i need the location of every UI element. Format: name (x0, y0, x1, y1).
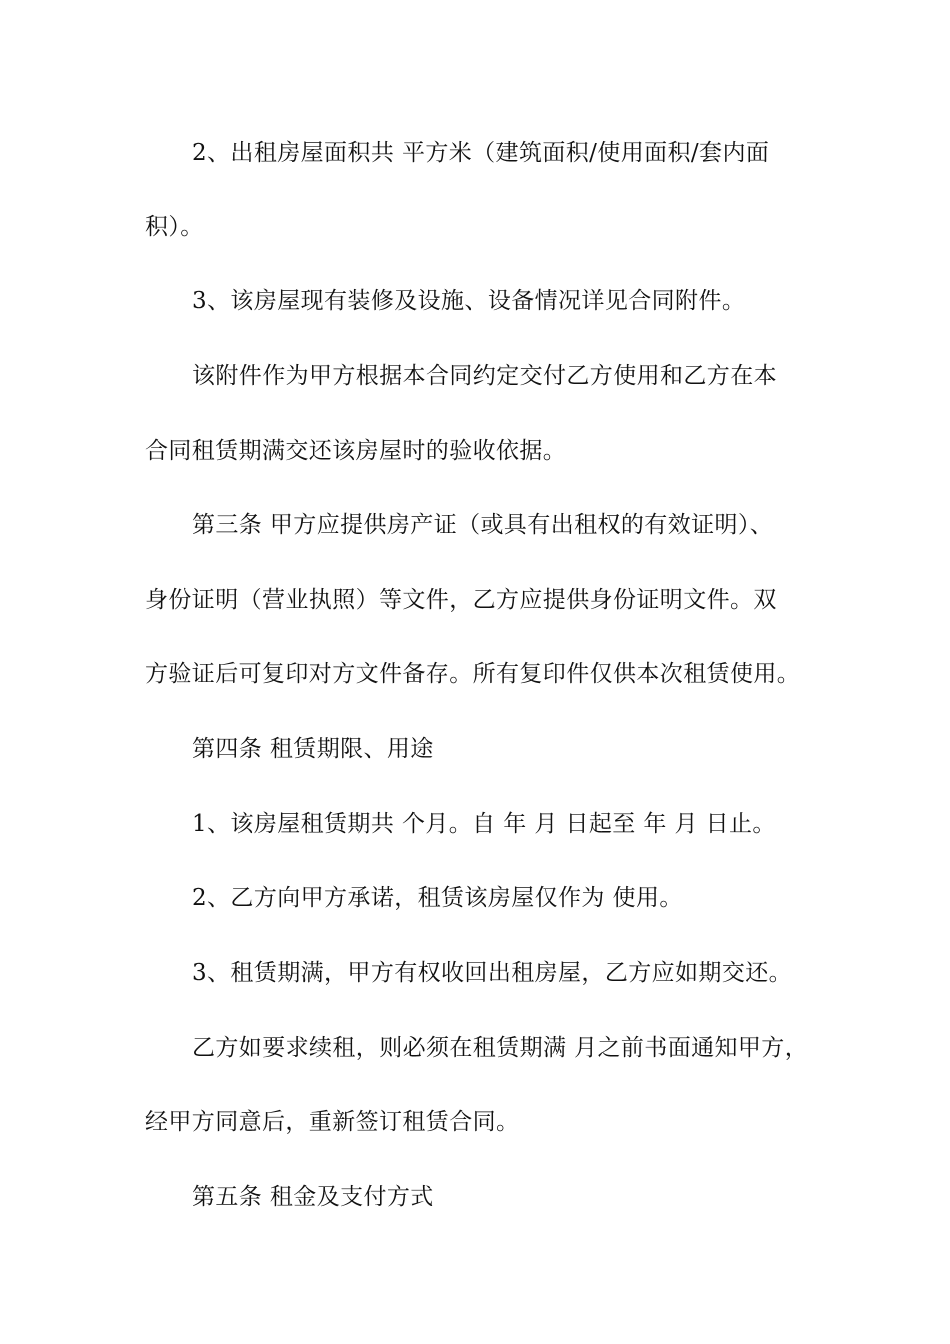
article-three-line-3: 方验证后可复印对方文件备存。所有复印件仅供本次租赁使用。 (145, 661, 801, 687)
article-three-line-2: 身份证明（营业执照）等文件，乙方应提供身份证明文件。双 (145, 587, 777, 613)
lease-purpose-paragraph: 2、乙方向甲方承诺，租赁该房屋仅作为 使用。 (192, 885, 683, 911)
lease-term-paragraph: 1、该房屋租赁期共 个月。自 年 月 日起至 年 月 日止。 (192, 811, 776, 837)
paragraph-facilities: 3、该房屋现有装修及设施、设备情况详见合同附件。 (192, 288, 746, 314)
article-five-heading: 第五条 租金及支付方式 (192, 1184, 434, 1210)
renewal-paragraph-line-2: 经甲方同意后，重新签订租赁合同。 (145, 1109, 520, 1135)
lease-expiry-paragraph: 3、租赁期满，甲方有权收回出租房屋，乙方应如期交还。 (192, 960, 793, 986)
renewal-paragraph-line-1: 乙方如要求续租，则必须在租赁期满 月之前书面通知甲方， (192, 1035, 809, 1061)
paragraph-attachment-line-2: 合同租赁期满交还该房屋时的验收依据。 (145, 438, 567, 464)
paragraph-area-line-2: 积）。 (145, 214, 204, 240)
article-three-line-1: 第三条 甲方应提供房产证（或具有出租权的有效证明）、 (192, 512, 774, 538)
paragraph-area-line-1: 2、出租房屋面积共 平方米（建筑面积/使用面积/套内面 (192, 140, 770, 166)
paragraph-attachment-line-1: 该附件作为甲方根据本合同约定交付乙方使用和乙方在本 (192, 363, 777, 389)
article-four-heading: 第四条 租赁期限、用途 (192, 736, 434, 762)
